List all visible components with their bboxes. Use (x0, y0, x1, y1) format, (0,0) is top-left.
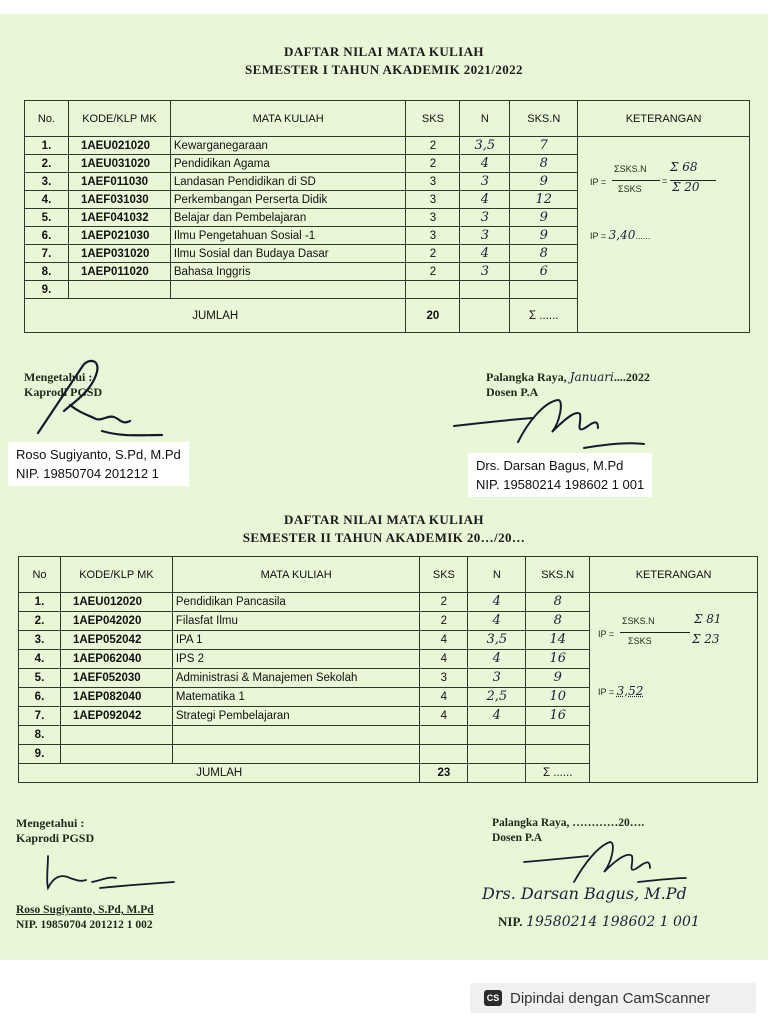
header-sks: SKS (406, 101, 460, 137)
doc1-grade-table (24, 100, 750, 333)
cell-n: 3,5 (460, 137, 510, 155)
jumlah-label: JUMLAH (19, 764, 420, 783)
doc1-ip-num-value: Σ 68 (670, 160, 698, 174)
doc1-year: 2022 (625, 370, 650, 384)
cell-no: 2. (25, 155, 69, 173)
cell-mata-kuliah: Ilmu Pengetahuan Sosial -1 (170, 227, 406, 245)
doc2-kaprodi: Kaprodi PGSD (16, 831, 95, 845)
doc2-ip-num-value: Σ 81 (694, 612, 722, 626)
cell-n (468, 726, 526, 745)
cell-sks: 2 (406, 245, 460, 263)
cell-mata-kuliah: Kewarganegaraan (170, 137, 406, 155)
cell-no: 8. (25, 263, 69, 281)
jumlah-sksn: Σ ...... (526, 764, 590, 783)
cell-mata-kuliah: Administrasi & Manajemen Sekolah (172, 669, 420, 688)
cell-sks: 3 (420, 669, 468, 688)
camscanner-logo-icon: CS (484, 990, 502, 1006)
cell-sks: 2 (406, 155, 460, 173)
doc1-month: Januari (569, 370, 614, 384)
cell-kode (60, 745, 172, 764)
doc2-left-sign-heading (16, 816, 94, 846)
cell-sksn: 8 (510, 155, 578, 173)
doc2-left-signature (40, 846, 180, 896)
jumlah-sksn: Σ ...... (510, 299, 578, 333)
cell-mata-kuliah: Strategi Pembelajaran (172, 707, 420, 726)
doc2-ip-denominator: ΣSKS (628, 636, 652, 646)
doc2-left-name: Roso Sugiyanto, S.Pd, M.Pd (16, 904, 154, 916)
cell-n: 3 (468, 669, 526, 688)
header-sksn: SKS.N (526, 557, 590, 593)
cell-kode: 1AEF052030 (60, 669, 172, 688)
cell-no: 5. (25, 209, 69, 227)
cell-mata-kuliah: Landasan Pendidikan di SD (170, 173, 406, 191)
cell-no: 9. (25, 281, 69, 299)
doc2-ip-label: IP = (598, 629, 615, 639)
doc1-ip-result-dots: ...... (635, 231, 651, 241)
cell-no: 1. (25, 137, 69, 155)
table-row (25, 137, 750, 155)
doc1-left-signature (30, 355, 170, 445)
doc1-right-name: Drs. Darsan Bagus, M.Pd (476, 458, 624, 473)
doc1-ip-denominator: ΣSKS (618, 184, 642, 194)
cell-mata-kuliah (172, 745, 420, 764)
cell-no: 7. (19, 707, 61, 726)
cell-no: 3. (19, 631, 61, 650)
cell-sksn: 9 (526, 669, 590, 688)
doc1-ip-result (590, 228, 650, 242)
cell-n: 3,5 (468, 631, 526, 650)
header-kode: KODE/KLP MK (68, 101, 170, 137)
cell-mata-kuliah: Pendidikan Pancasila (172, 593, 420, 612)
cell-sks: 2 (420, 593, 468, 612)
cell-kode: 1AEP042020 (60, 612, 172, 631)
cell-no: 4. (19, 650, 61, 669)
doc1-dosen-pa: Dosen P.A (486, 385, 539, 399)
header-mata-kuliah: MATA KULIAH (170, 101, 406, 137)
header-n: N (468, 557, 526, 593)
cell-mata-kuliah: Ilmu Sosial dan Budaya Dasar (170, 245, 406, 263)
cell-sksn: 12 (510, 191, 578, 209)
header-keterangan: KETERANGAN (578, 101, 750, 137)
cell-no: 5. (19, 669, 61, 688)
cell-sks: 3 (406, 209, 460, 227)
doc1-ip-label: IP = (590, 177, 607, 187)
doc2-ip-result-label: IP = (598, 687, 615, 697)
table-row (19, 593, 758, 612)
cell-no: 8. (19, 726, 61, 745)
cell-sks (406, 281, 460, 299)
doc1-place: Palangka Raya, (486, 370, 567, 384)
cell-sks: 3 (406, 227, 460, 245)
doc2-ip-den-value: Σ 23 (692, 632, 720, 646)
doc1-left-name: Roso Sugiyanto, S.Pd, M.Pd (16, 447, 181, 462)
cell-kode: 1AEF011030 (68, 173, 170, 191)
cell-no: 1. (19, 593, 61, 612)
cell-kode: 1AEP082040 (60, 688, 172, 707)
doc1-right-namecard (468, 453, 652, 497)
doc2-left-namecard (16, 903, 154, 933)
cell-sks: 4 (420, 631, 468, 650)
equals-sign: = (662, 176, 668, 186)
jumlah-sks: 20 (406, 299, 460, 333)
cell-no: 2. (19, 612, 61, 631)
cell-sksn: 16 (526, 707, 590, 726)
cell-sks: 4 (420, 650, 468, 669)
cell-sksn: 14 (526, 631, 590, 650)
doc2-title: DAFTAR NILAI MATA KULIAH (284, 512, 484, 527)
cell-n: 4 (468, 707, 526, 726)
cell-kode: 1AEP011020 (68, 263, 170, 281)
cell-no: 3. (25, 173, 69, 191)
cell-sks: 2 (406, 137, 460, 155)
fraction-line (620, 632, 690, 633)
doc1-ip-den-value: Σ 20 (672, 180, 700, 194)
camscanner-watermark (470, 983, 756, 1013)
cell-sks: 4 (420, 688, 468, 707)
cell-sksn: 9 (510, 173, 578, 191)
doc1-left-nip: NIP. 19850704 201212 1 (16, 466, 159, 481)
cell-n: 4 (468, 593, 526, 612)
cell-kode: 1AEU031020 (68, 155, 170, 173)
doc2-subtitle: SEMESTER II TAHUN AKADEMIK 20…/20… (242, 530, 526, 545)
header-mata-kuliah: MATA KULIAH (172, 557, 420, 593)
cell-mata-kuliah (172, 726, 420, 745)
doc2-dosen-pa: Dosen P.A (492, 832, 543, 844)
cell-mata-kuliah: IPS 2 (172, 650, 420, 669)
doc2-left-nip: NIP. 19850704 201212 1 002 (16, 919, 153, 931)
cell-n: 3 (460, 263, 510, 281)
cell-kode: 1AEF031030 (68, 191, 170, 209)
cell-n: 3 (460, 173, 510, 191)
cell-kode: 1AEU021020 (68, 137, 170, 155)
cell-kode (60, 726, 172, 745)
doc2-right-nip: 19580214 198602 1 001 (526, 914, 700, 930)
cell-sks: 3 (406, 191, 460, 209)
cell-mata-kuliah: Pendidikan Agama (170, 155, 406, 173)
doc2-mengetahui: Mengetahui : (16, 816, 85, 830)
header-kode: KODE/KLP MK (60, 557, 172, 593)
doc1-title: DAFTAR NILAI MATA KULIAH (284, 44, 484, 59)
doc1-date-dots: .... (613, 370, 626, 384)
header-no: No. (25, 101, 69, 137)
cell-mata-kuliah: Filasfat Ilmu (172, 612, 420, 631)
cell-mata-kuliah (170, 281, 406, 299)
cell-mata-kuliah: IPA 1 (172, 631, 420, 650)
header-keterangan: KETERANGAN (590, 557, 758, 593)
jumlah-n (460, 299, 510, 333)
doc2-ip-numerator: ΣSKS.N (622, 616, 655, 626)
fraction-line (612, 180, 660, 181)
camscanner-text: Dipindai dengan CamScanner (510, 989, 711, 1007)
cell-no: 6. (25, 227, 69, 245)
cell-sks (420, 745, 468, 764)
cell-mata-kuliah: Perkembangan Perserta Didik (170, 191, 406, 209)
cell-sksn: 9 (510, 209, 578, 227)
cell-n: 4 (460, 155, 510, 173)
doc1-ip-result-label: IP = (590, 231, 607, 241)
cell-sksn (526, 745, 590, 764)
cell-sksn: 10 (526, 688, 590, 707)
cell-n: 4 (468, 650, 526, 669)
cell-sksn: 8 (526, 612, 590, 631)
doc1-ip-result-value: 3,40 (608, 228, 636, 242)
doc1-ip-numerator: ΣSKS.N (614, 164, 647, 174)
cell-no: 7. (25, 245, 69, 263)
doc2-right-signature (518, 832, 688, 888)
cell-n: 4 (460, 245, 510, 263)
cell-sks: 3 (406, 173, 460, 191)
doc2-right-nip-line (498, 914, 700, 930)
cell-kode: 1AEF041032 (68, 209, 170, 227)
cell-n (460, 281, 510, 299)
doc1-right-signature (448, 392, 648, 454)
cell-sks: 2 (406, 263, 460, 281)
cell-mata-kuliah: Bahasa Inggris (170, 263, 406, 281)
cell-n: 4 (460, 191, 510, 209)
cell-sks: 4 (420, 707, 468, 726)
jumlah-label: JUMLAH (25, 299, 406, 333)
cell-kode: 1AEU012020 (60, 593, 172, 612)
doc1-kaprodi: Kaprodi PGSD (24, 385, 103, 399)
cell-sksn (510, 281, 578, 299)
cell-n: 3 (460, 209, 510, 227)
cell-no: 9. (19, 745, 61, 764)
cell-kode: 1AEP031020 (68, 245, 170, 263)
cell-kode: 1AEP021030 (68, 227, 170, 245)
doc2-ip-result-value: 3,52 (616, 684, 644, 698)
jumlah-n (468, 764, 526, 783)
cell-sksn (526, 726, 590, 745)
doc2-place: Palangka Raya, …………20…. (492, 817, 645, 829)
cell-sks: 2 (420, 612, 468, 631)
doc1-mengetahui: Mengetahui : (24, 370, 93, 384)
header-sks: SKS (420, 557, 468, 593)
cell-sksn: 6 (510, 263, 578, 281)
cell-sksn: 7 (510, 137, 578, 155)
cell-n: 4 (468, 612, 526, 631)
doc1-subtitle: SEMESTER I TAHUN AKADEMIK 2021/2022 (245, 62, 523, 77)
doc1-left-namecard (8, 442, 189, 486)
cell-sksn: 8 (510, 245, 578, 263)
cell-n (468, 745, 526, 764)
cell-sksn: 16 (526, 650, 590, 669)
cell-sks (420, 726, 468, 745)
cell-kode (68, 281, 170, 299)
cell-sksn: 8 (526, 593, 590, 612)
cell-kode: 1AEP092042 (60, 707, 172, 726)
cell-n: 2,5 (468, 688, 526, 707)
cell-kode: 1AEP062040 (60, 650, 172, 669)
jumlah-sks: 23 (420, 764, 468, 783)
cell-kode: 1AEP052042 (60, 631, 172, 650)
cell-n: 3 (460, 227, 510, 245)
header-no: No (19, 557, 61, 593)
doc2-ip-result (598, 684, 643, 698)
cell-mata-kuliah: Belajar dan Pembelajaran (170, 209, 406, 227)
cell-no: 6. (19, 688, 61, 707)
cell-no: 4. (25, 191, 69, 209)
cell-sksn: 9 (510, 227, 578, 245)
doc2-right-name: Drs. Darsan Bagus, M.Pd (482, 884, 687, 903)
header-sksn: SKS.N (510, 101, 578, 137)
cell-mata-kuliah: Matematika 1 (172, 688, 420, 707)
doc2-grade-table (18, 556, 758, 783)
header-n: N (460, 101, 510, 137)
doc2-right-nip-label: NIP. (498, 914, 523, 929)
doc1-right-nip: NIP. 19580214 198602 1 001 (476, 477, 645, 492)
